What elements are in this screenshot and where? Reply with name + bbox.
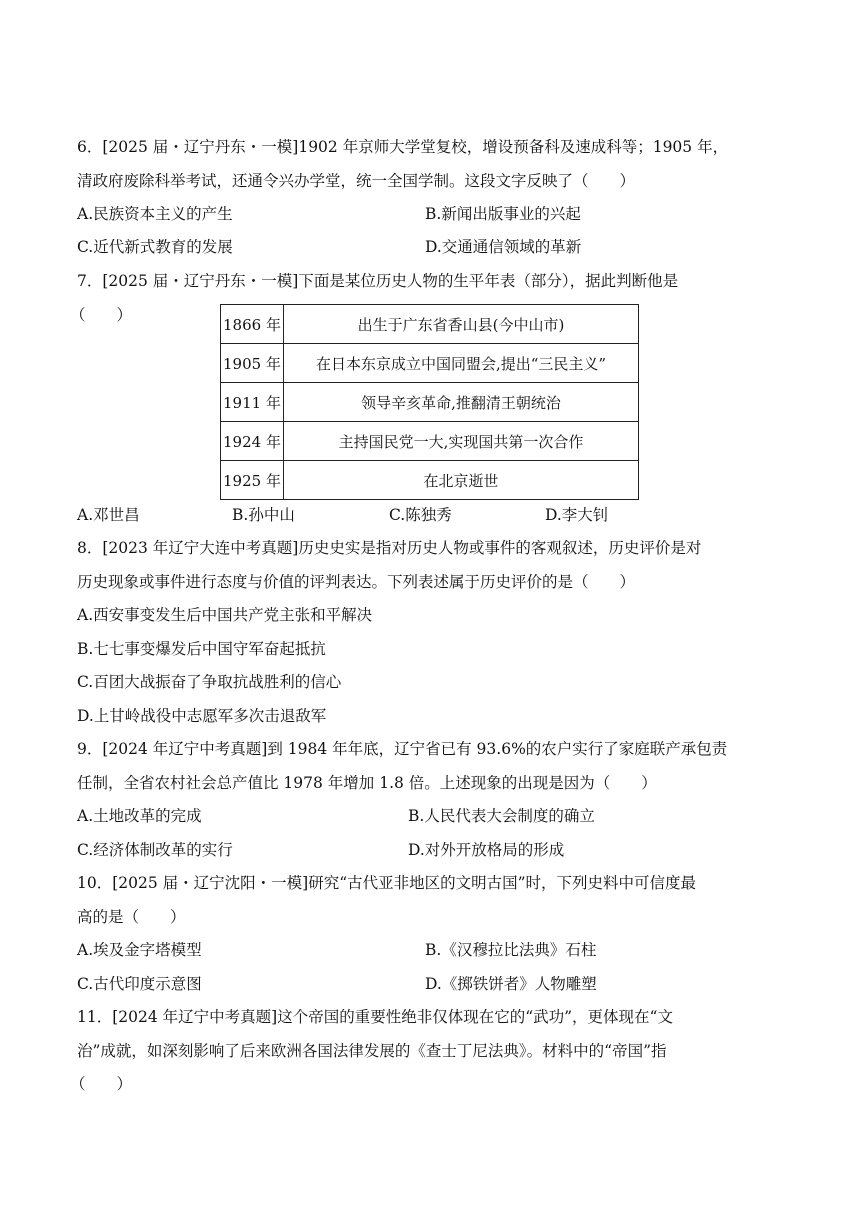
q7-stem-line-2: （ ） bbox=[70, 306, 133, 324]
table-event-cell: 在北京逝世 bbox=[284, 461, 639, 500]
biography-timeline-table bbox=[220, 304, 639, 500]
q8-stem-line-2: 历史现象或事件进行态度与价值的评判表达。下列表述属于历史评价的是（ ） bbox=[77, 573, 636, 591]
q9-option-d: D.对外开放格局的形成 bbox=[408, 841, 565, 859]
q10-option-d: D.《掷铁饼者》人物雕塑 bbox=[425, 975, 597, 993]
q7-option-a: A.邓世昌 bbox=[77, 506, 140, 524]
q7-option-c: C.陈独秀 bbox=[389, 506, 452, 524]
q8-option-c: C.百团大战振奋了争取抗战胜利的信心 bbox=[77, 673, 342, 691]
q8-option-b: B.七七事变爆发后中国守军奋起抵抗 bbox=[77, 640, 326, 658]
q9-stem-line-2: 任制，全省农村社会总产值比 1978 年增加 1.8 倍。上述现象的出现是因为（ ） bbox=[77, 774, 657, 792]
q10-stem-line-2: 高的是（ ） bbox=[77, 908, 186, 926]
q8-option-d: D.上甘岭战役中志愿军多次击退敌军 bbox=[77, 707, 327, 725]
table-year-cell: 1924 年 bbox=[221, 422, 284, 461]
table-year-cell: 1911 年 bbox=[221, 383, 284, 422]
table-event-cell: 主持国民党一大,实现国共第一次合作 bbox=[284, 422, 639, 461]
q9-stem-line-1: 9．[2024 年辽宁中考真题]到 1984 年年底，辽宁省已有 93.6%的农户实行了家庭联产承包责 bbox=[77, 740, 728, 758]
q6-stem-line-1: 6．[2025 届・辽宁丹东・一模]1902 年京师大学堂复校，增设预备科及速成科等；1905 年， bbox=[77, 138, 729, 156]
q8-stem-line-1: 8．[2023 年辽宁大连中考真题]历史史实是指对历史人物或事件的客观叙述，历史评价是对 bbox=[77, 539, 702, 557]
table-row bbox=[221, 344, 639, 383]
q9-option-b: B.人民代表大会制度的确立 bbox=[408, 807, 595, 825]
q7-option-d: D.李大钊 bbox=[545, 506, 609, 524]
q6-option-d: D.交通通信领域的革新 bbox=[425, 238, 582, 256]
q8-option-a: A.西安事变发生后中国共产党主张和平解决 bbox=[77, 606, 373, 624]
table-year-cell: 1866 年 bbox=[221, 305, 284, 344]
q11-stem-line-3: （ ） bbox=[70, 1075, 133, 1093]
q10-option-a: A.埃及金字塔模型 bbox=[77, 941, 202, 959]
table-row bbox=[221, 305, 639, 344]
q11-stem-line-1: 11．[2024 年辽宁中考真题]这个帝国的重要性绝非仅体现在它的“武功”，更体现在“文 bbox=[77, 1008, 673, 1026]
table-year-cell: 1925 年 bbox=[221, 461, 284, 500]
q9-option-a: A.土地改革的完成 bbox=[77, 807, 202, 825]
q6-option-c: C.近代新式教育的发展 bbox=[77, 238, 233, 256]
q11-stem-line-2: 治”成就，如深刻影响了后来欧洲各国法律发展的《查士丁尼法典》。材料中的“帝国”指 bbox=[77, 1042, 667, 1060]
q7-stem-line-1: 7．[2025 届・辽宁丹东・一模]下面是某位历史人物的生平年表（部分），据此判断他是 bbox=[77, 272, 679, 290]
q7-option-b: B.孙中山 bbox=[232, 506, 295, 524]
q10-stem-line-1: 10．[2025 届・辽宁沈阳・一模]研究“古代亚非地区的文明古国”时，下列史料中可信度最 bbox=[77, 874, 697, 892]
q6-stem-line-2: 清政府废除科举考试，还通令兴办学堂，统一全国学制。这段文字反映了（ ） bbox=[77, 172, 636, 190]
q10-option-c: C.古代印度示意图 bbox=[77, 975, 202, 993]
q9-option-c: C.经济体制改革的实行 bbox=[77, 841, 233, 859]
q6-option-b: B.新闻出版事业的兴起 bbox=[425, 205, 581, 223]
table-row bbox=[221, 422, 639, 461]
q6-option-a: A.民族资本主义的产生 bbox=[77, 205, 233, 223]
table-event-cell: 在日本东京成立中国同盟会,提出“三民主义” bbox=[284, 344, 639, 383]
table-row bbox=[221, 461, 639, 500]
table-row bbox=[221, 383, 639, 422]
table-year-cell: 1905 年 bbox=[221, 344, 284, 383]
table-event-cell: 领导辛亥革命,推翻清王朝统治 bbox=[284, 383, 639, 422]
table-event-cell: 出生于广东省香山县(今中山市) bbox=[284, 305, 639, 344]
q10-option-b: B.《汉穆拉比法典》石柱 bbox=[425, 941, 597, 959]
